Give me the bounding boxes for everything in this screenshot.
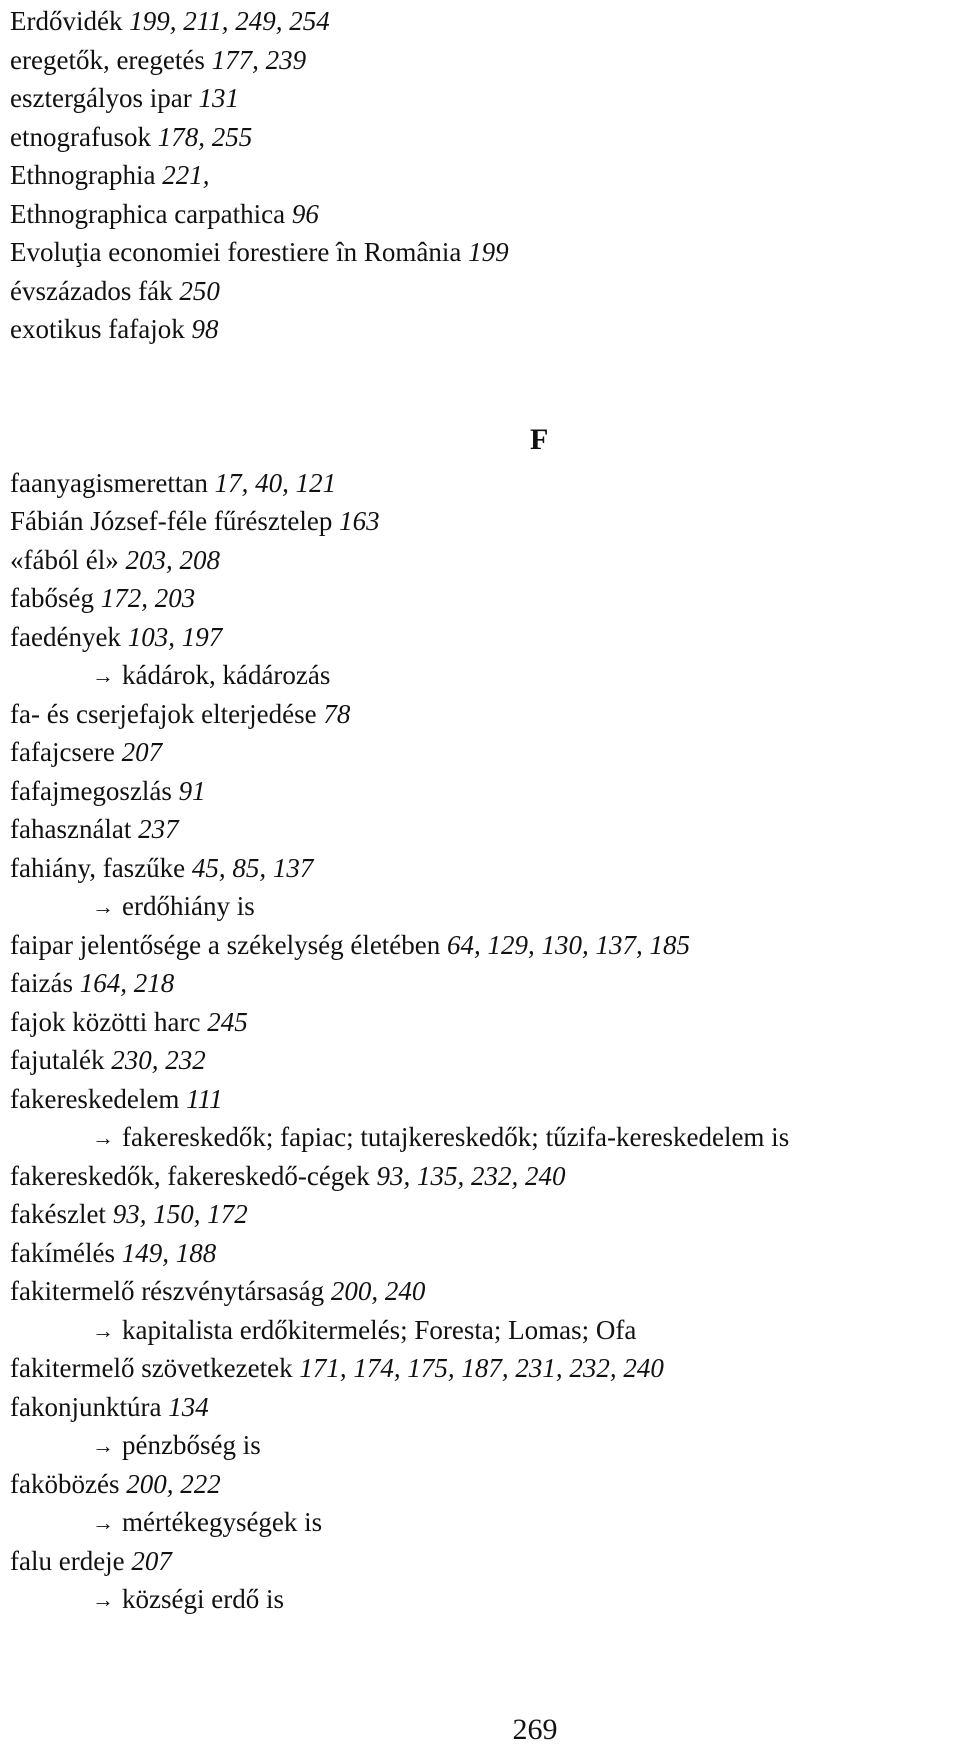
index-entry	[10, 964, 955, 1003]
index-entry	[10, 1234, 955, 1273]
section-letter-heading: F	[530, 423, 549, 456]
entry-page-numbers: 171, 174, 175, 187, 231, 232, 240	[299, 1353, 664, 1383]
see-also-reference	[10, 656, 955, 695]
entry-term: faizás	[10, 968, 73, 998]
entry-term: Ethnographia	[10, 160, 156, 190]
index-entry	[10, 810, 955, 849]
entry-term: évszázados fák	[10, 275, 173, 306]
index-entry	[10, 1388, 955, 1427]
entry-term: Erdővidék	[10, 6, 123, 36]
index-entry	[10, 772, 955, 811]
index-entry	[10, 156, 955, 195]
index-entry	[10, 118, 955, 157]
index-entry	[10, 733, 955, 772]
entry-term: fahasználat	[10, 814, 132, 844]
arrow-right-icon: →	[92, 894, 114, 919]
entry-page-numbers: 91	[178, 775, 206, 806]
entry-term: falu erdeje	[10, 1545, 125, 1576]
entry-page-numbers: 177, 239	[211, 44, 307, 75]
arrow-right-icon: →	[92, 663, 114, 688]
entry-term: fakonjunktúra	[10, 1391, 162, 1422]
entry-page-numbers: 250	[179, 275, 220, 306]
entry-term: fafajmegoszlás	[10, 775, 172, 806]
index-entry	[10, 1003, 955, 1042]
entry-page-numbers: 207	[131, 1545, 172, 1576]
reference-text: erdőhiány is	[122, 891, 255, 921]
entry-page-numbers: 45, 85, 137	[191, 852, 314, 883]
entry-page-numbers: 17, 40, 121	[214, 467, 337, 498]
entry-term: faedények	[10, 621, 121, 652]
index-entry	[10, 1041, 955, 1080]
entry-page-numbers: 93, 135, 232, 240	[376, 1160, 566, 1191]
arrow-right-icon: →	[92, 1317, 114, 1343]
entry-term: Ethnographica carpathica	[10, 198, 286, 229]
index-entry	[10, 464, 955, 503]
index-entry	[10, 195, 955, 234]
index-entry	[10, 695, 955, 734]
index-entry	[10, 1349, 955, 1388]
index-entry	[10, 849, 955, 888]
entry-term: faanyagismerettan	[10, 467, 208, 498]
entry-page-numbers: 163	[339, 506, 380, 536]
arrow-right-icon: →	[92, 1587, 114, 1612]
index-entry	[10, 502, 955, 541]
entry-term: Evoluţia economiei forestiere în România	[10, 237, 462, 267]
entry-term: Fábián József-féle fűrésztelep	[10, 506, 333, 536]
entry-page-numbers: 93, 150, 172	[112, 1199, 248, 1229]
index-entry	[10, 41, 955, 80]
entry-term: esztergályos ipar	[10, 83, 192, 113]
entry-page-numbers: 164, 218	[79, 968, 175, 998]
entry-page-numbers: 245	[207, 1006, 248, 1037]
index-entry	[10, 310, 955, 349]
entry-term: etnografusok	[10, 121, 151, 152]
entry-page-numbers: 149, 188	[121, 1237, 217, 1268]
reference-text: kapitalista erdőkitermelés; Foresta; Lomas; Ofa	[122, 1314, 637, 1345]
reference-text: mértékegységek is	[122, 1507, 323, 1537]
see-also-reference	[10, 1503, 955, 1542]
entry-term: fakitermelő részvénytársaság	[10, 1276, 325, 1306]
index-entry	[10, 1465, 955, 1504]
entry-term: exotikus fafajok	[10, 314, 185, 344]
entry-term: fakereskedelem	[10, 1083, 180, 1114]
entry-term: eregetők, eregetés	[10, 44, 205, 75]
index-entry	[10, 233, 955, 272]
reference-text: községi erdő is	[122, 1584, 284, 1614]
index-entry	[10, 2, 955, 41]
index-entry	[10, 579, 955, 618]
entry-page-numbers: 134	[168, 1391, 209, 1422]
entries-before-section	[10, 2, 955, 349]
see-also-reference	[10, 1426, 955, 1465]
see-also-reference	[10, 1118, 955, 1157]
entry-term: fakereskedők, fakereskedő-cégek	[10, 1160, 370, 1191]
entry-term: fahiány, faszűke	[10, 852, 186, 883]
entry-page-numbers: 199, 211, 249, 254	[129, 6, 330, 36]
entry-term: fakímélés	[10, 1237, 115, 1268]
entry-term: faipar jelentősége a székelység életében	[10, 929, 441, 960]
index-entry	[10, 1080, 955, 1119]
entry-page-numbers: 111	[186, 1083, 223, 1114]
entry-page-numbers: 96	[291, 198, 319, 229]
entry-page-numbers: 200, 240	[330, 1276, 426, 1306]
entry-page-numbers: 131	[198, 83, 239, 113]
entry-term: fakészlet	[10, 1199, 106, 1229]
reference-text: fakereskedők; fapiac; tutajkereskedők; tűzifa-kereskedelem is	[122, 1122, 790, 1152]
entry-page-numbers: 98	[191, 314, 219, 344]
see-also-reference	[10, 1311, 955, 1350]
arrow-right-icon: →	[92, 1125, 114, 1150]
entry-page-numbers: 203, 208	[125, 544, 220, 575]
entry-term: «fából él»	[10, 544, 119, 575]
entry-page-numbers: 230, 232	[111, 1045, 206, 1075]
arrow-right-icon: →	[92, 1433, 114, 1458]
reference-text: pénzbőség is	[122, 1430, 261, 1460]
reference-text: kádárok, kádározás	[122, 660, 331, 690]
entry-page-numbers: 172, 203	[100, 583, 196, 613]
entry-term: fajok közötti harc	[10, 1006, 201, 1037]
see-also-reference	[10, 887, 955, 926]
section-gap	[10, 349, 955, 464]
index-entry	[10, 541, 955, 580]
entries-f-section	[10, 464, 955, 1619]
index-entry	[10, 1157, 955, 1196]
entry-page-numbers: 221,	[162, 160, 210, 190]
entry-term: faköbözés	[10, 1468, 120, 1499]
entry-term: fafajcsere	[10, 737, 115, 767]
index-entry	[10, 1195, 955, 1234]
index-entry	[10, 926, 955, 965]
entry-page-numbers: 78	[323, 698, 351, 729]
index-entry	[10, 618, 955, 657]
entry-term: fabőség	[10, 583, 94, 613]
entry-page-numbers: 237	[138, 814, 179, 844]
entry-page-numbers: 200, 222	[126, 1468, 221, 1499]
page-number: 269	[512, 1713, 558, 1746]
arrow-right-icon: →	[92, 1510, 114, 1535]
index-entries	[10, 2, 955, 1619]
entry-page-numbers: 64, 129, 130, 137, 185	[447, 929, 691, 960]
entry-term: fajutalék	[10, 1045, 105, 1075]
entry-page-numbers: 207	[121, 737, 163, 767]
entry-page-numbers: 199	[468, 237, 509, 267]
see-also-reference	[10, 1580, 955, 1619]
index-entry	[10, 1272, 955, 1311]
index-entry	[10, 1542, 955, 1581]
index-entry	[10, 272, 955, 311]
entry-page-numbers: 103, 197	[127, 621, 223, 652]
entry-term: fa- és cserjefajok elterjedése	[10, 698, 317, 729]
entry-term: fakitermelő szövetkezetek	[10, 1353, 293, 1383]
entry-page-numbers: 178, 255	[157, 121, 253, 152]
index-entry	[10, 79, 955, 118]
